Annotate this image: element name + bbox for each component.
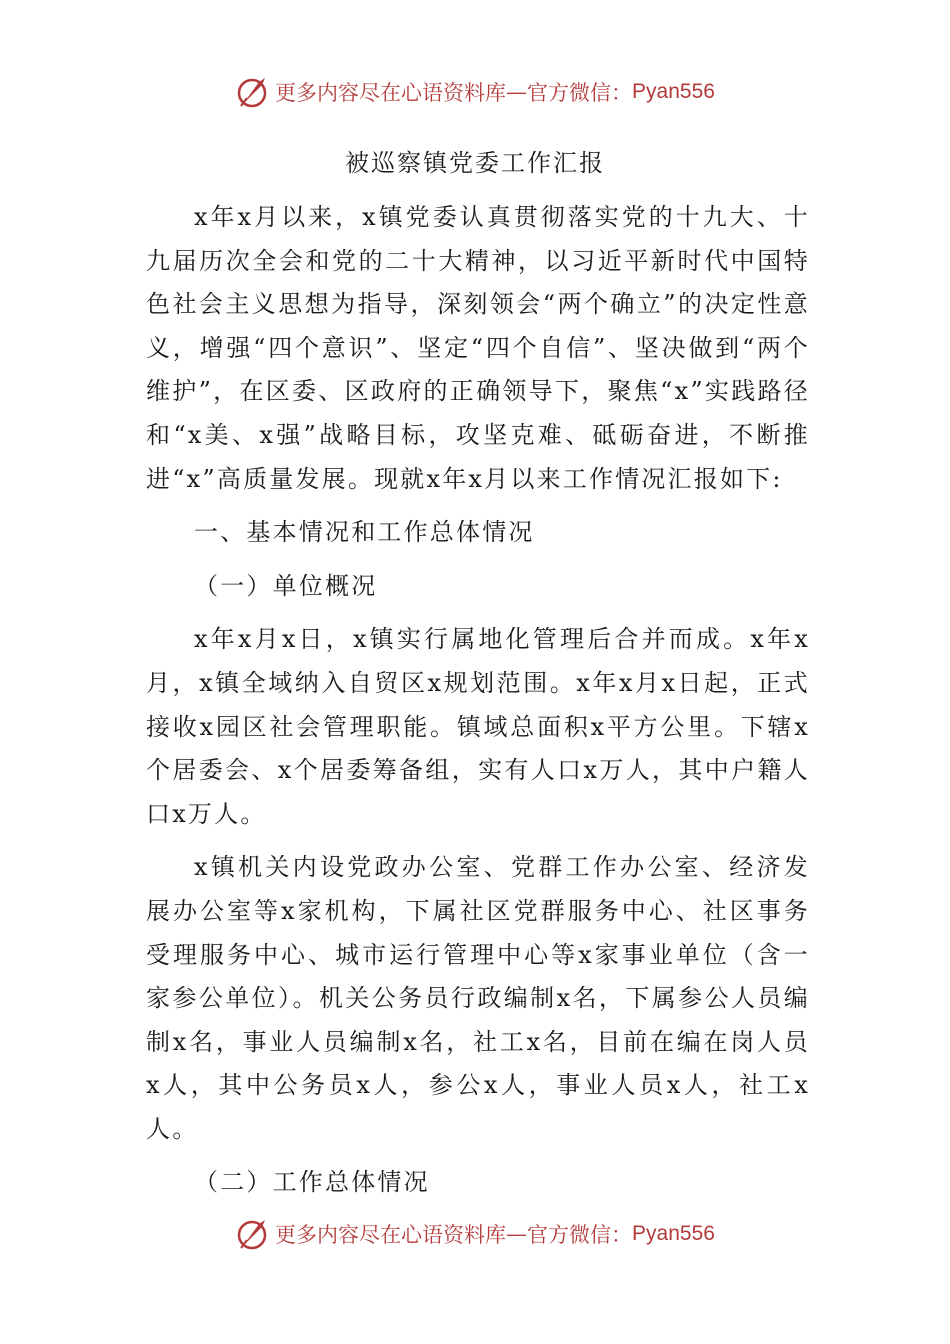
paragraph-organization: x镇机关内设党政办公室、党群工作办公室、经济发展办公室等x家机构，下属社区党群服务中心、社区事务受理服务中心、城市运行管理中心等x家事业单位（含一家参公单位）。机关公务员行政编制x名，下属参公人员编制x名，事业人员编制x名，社工x名，目前在编在岗人员x人，其中公务员x人，参公x人，事业人员x人，社工x人。: [146, 853, 810, 1143]
banner-wechat-id: Pyan556: [632, 1222, 715, 1245]
paragraph-intro: x年x月以来，x镇党委认真贯彻落实党的十九大、十九届历次全会和党的二十大精神，以习近平新时代中国特色社会主义思想为指导，深刻领会“两个确立”的决定性意义，增强“四个意识”、坚定“四个自信”、坚决做到“两个维护”，在区委、区政府的正确领导下，聚焦“x”实践路径和“x美、x强”战略目标，攻坚克难、砥砺奋进，不断推进“x”高质量发展。现就x年x月以来工作情况汇报如下:: [146, 203, 810, 493]
quill-logo-icon: [235, 74, 271, 110]
banner-brand: 更多内容尽在心语资料库: [275, 81, 507, 105]
subsection-heading-1: （一）单位概况: [194, 571, 378, 600]
banner-brand: 更多内容尽在心语资料库: [275, 1223, 507, 1247]
section-heading-1: 一、基本情况和工作总体情况: [194, 518, 535, 547]
document-title: 被巡察镇党委工作汇报: [345, 149, 605, 177]
subsection-heading-2: （二）工作总体情况: [194, 1168, 430, 1197]
banner-wechat-label: 官方微信：: [527, 1223, 633, 1247]
banner-wechat-id: Pyan556: [632, 80, 715, 103]
banner-separator: —: [506, 80, 528, 104]
header-banner: [0, 72, 950, 112]
footer-banner: [0, 1214, 950, 1254]
document-body: [146, 196, 810, 1205]
paragraph-unit-overview: x年x月x日，x镇实行属地化管理后合并而成。x年x月，x镇全域纳入自贸区x规划范围。x年x月x日起，正式接收x园区社会管理职能。镇域总面积x平方公里。下辖x个居委会、x个居委筹备组，实有人口x万人，其中户籍人口x万人。: [146, 625, 810, 828]
banner-separator: —: [506, 1222, 528, 1246]
banner-wechat-label: 官方微信：: [527, 81, 633, 105]
quill-logo-icon: [235, 1216, 271, 1252]
